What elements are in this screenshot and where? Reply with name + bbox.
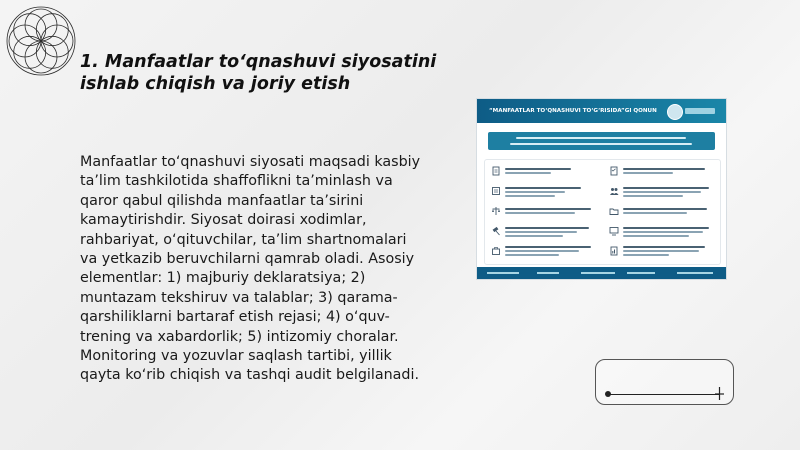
slide-body-text: Manfaatlar to‘qnashuvi siyosati maqsadi kasbiy ta’lim tashkilotida shaffoflikni ta’minlash va qaror qabul qilishda manfaatlar ta’sirini kamaytirishdir. Siyosat doirasi xodimlar, rahbariyat, o‘qituvchilar, ta’lim shartnomalari va yetkazib beruvchilarni qamrab oladi. Asosiy elementlar: 1) majburiy deklaratsiya; 2) muntazam tekshiruv va talablar; 3) qarama-qarshiliklarni bartaraf etish rejasi; 4) o‘quv-trening va xabardorlik; 5) intizomiy choralar. Monitoring va yozuvlar saqlash tartibi, yillik qayta ko‘rib chiqish va tashqi audit belgilanadi.	[80, 154, 421, 384]
gavel-icon	[491, 226, 501, 236]
briefcase-icon	[491, 246, 501, 256]
infographic-header	[477, 99, 726, 123]
people-icon	[609, 186, 619, 196]
monitor-icon	[609, 226, 619, 236]
folder-icon	[609, 206, 619, 216]
infographic-subheader	[488, 132, 715, 150]
slide-title-line-1: 1. Manfaatlar to‘qnashuvi siyosatini	[80, 52, 437, 72]
checklist-icon	[609, 166, 619, 176]
infographic-footer	[477, 267, 726, 279]
emblem-icon	[667, 104, 683, 120]
slide-title	[80, 51, 450, 95]
header-detail	[685, 108, 715, 114]
timeline-line	[608, 394, 720, 395]
infographic-header-title: “MANFAATLAR TO‘QNASHUVI TO‘G‘RISIDA”GI QONUN	[489, 108, 657, 114]
slide-title-line-2: ishlab chiqish va joriy etish	[80, 74, 351, 94]
document-icon	[491, 166, 501, 176]
scales-icon	[491, 206, 501, 216]
timeline-widget	[595, 359, 734, 405]
report-icon	[609, 246, 619, 256]
rosette-logo-icon	[4, 4, 78, 78]
list-icon	[491, 186, 501, 196]
law-infographic	[476, 98, 727, 280]
infographic-body	[484, 159, 721, 265]
start-dot-icon	[605, 391, 611, 397]
end-cross-icon	[714, 387, 725, 400]
